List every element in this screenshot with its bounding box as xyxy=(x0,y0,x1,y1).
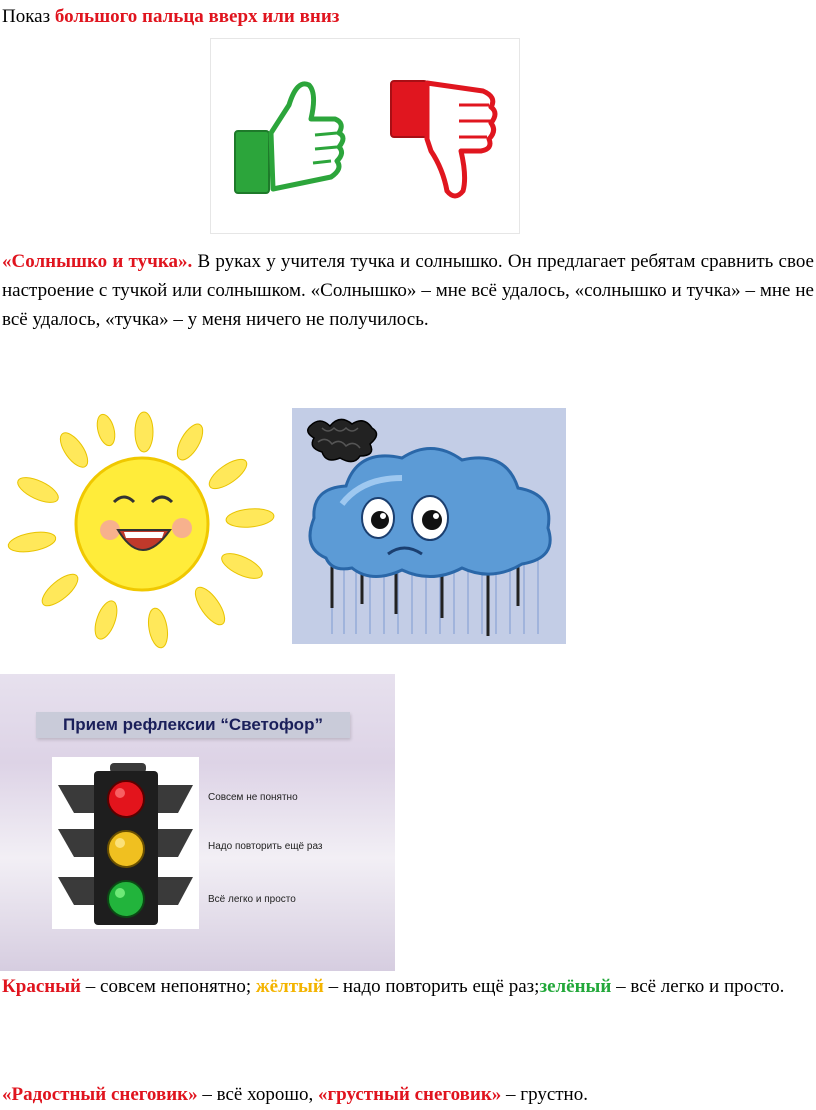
thumbs-down-icon xyxy=(391,81,495,196)
smiling-sun-icon xyxy=(2,410,286,650)
sad-text: – грустно. xyxy=(501,1084,588,1105)
intro-highlight: большого пальца вверх или вниз xyxy=(54,6,340,27)
snowman-paragraph xyxy=(2,1080,588,1109)
green-word: зелёный xyxy=(539,976,612,997)
slide-label-yellow: Надо повторить ещё раз xyxy=(208,841,323,852)
traffic-light-paragraph xyxy=(2,972,814,1002)
thumbs-image xyxy=(210,38,520,234)
red-text: – совсем непонятно; xyxy=(81,976,256,997)
slide-label-green: Всё легко и просто xyxy=(208,894,296,905)
yellow-word: жёлтый xyxy=(255,976,324,997)
sun-cloud-title: «Солнышко и тучка». xyxy=(2,251,193,272)
intro-prefix: Показ xyxy=(2,6,55,27)
sad-snowman: «грустный снеговик» xyxy=(318,1084,502,1105)
intro-line xyxy=(2,2,339,31)
thumbs-up-icon xyxy=(235,84,343,193)
green-text: – всё легко и просто. xyxy=(611,976,785,997)
happy-text: – всё хорошо, xyxy=(197,1084,319,1105)
yellow-text: – надо повторить ещё раз; xyxy=(323,976,540,997)
sun-cloud-text: В руках у учителя тучка и солнышко. Он предлагает ребятам сравнить свое настроение с тучкой или солнышком. «Солнышко» – мне всё удалось, «солнышко и тучка» – мне не всё удалось, «тучка» – у меня ничего не получилось. xyxy=(2,251,814,330)
slide-title: Прием рефлексии “Светофор” xyxy=(36,712,350,738)
red-word: Красный xyxy=(2,976,82,997)
slide-label-red: Совсем не понятно xyxy=(208,792,298,803)
sun-cloud-paragraph xyxy=(2,247,814,334)
traffic-light-icon xyxy=(52,757,199,929)
happy-snowman: «Радостный снеговик» xyxy=(2,1084,198,1105)
crying-cloud-icon xyxy=(292,408,566,644)
